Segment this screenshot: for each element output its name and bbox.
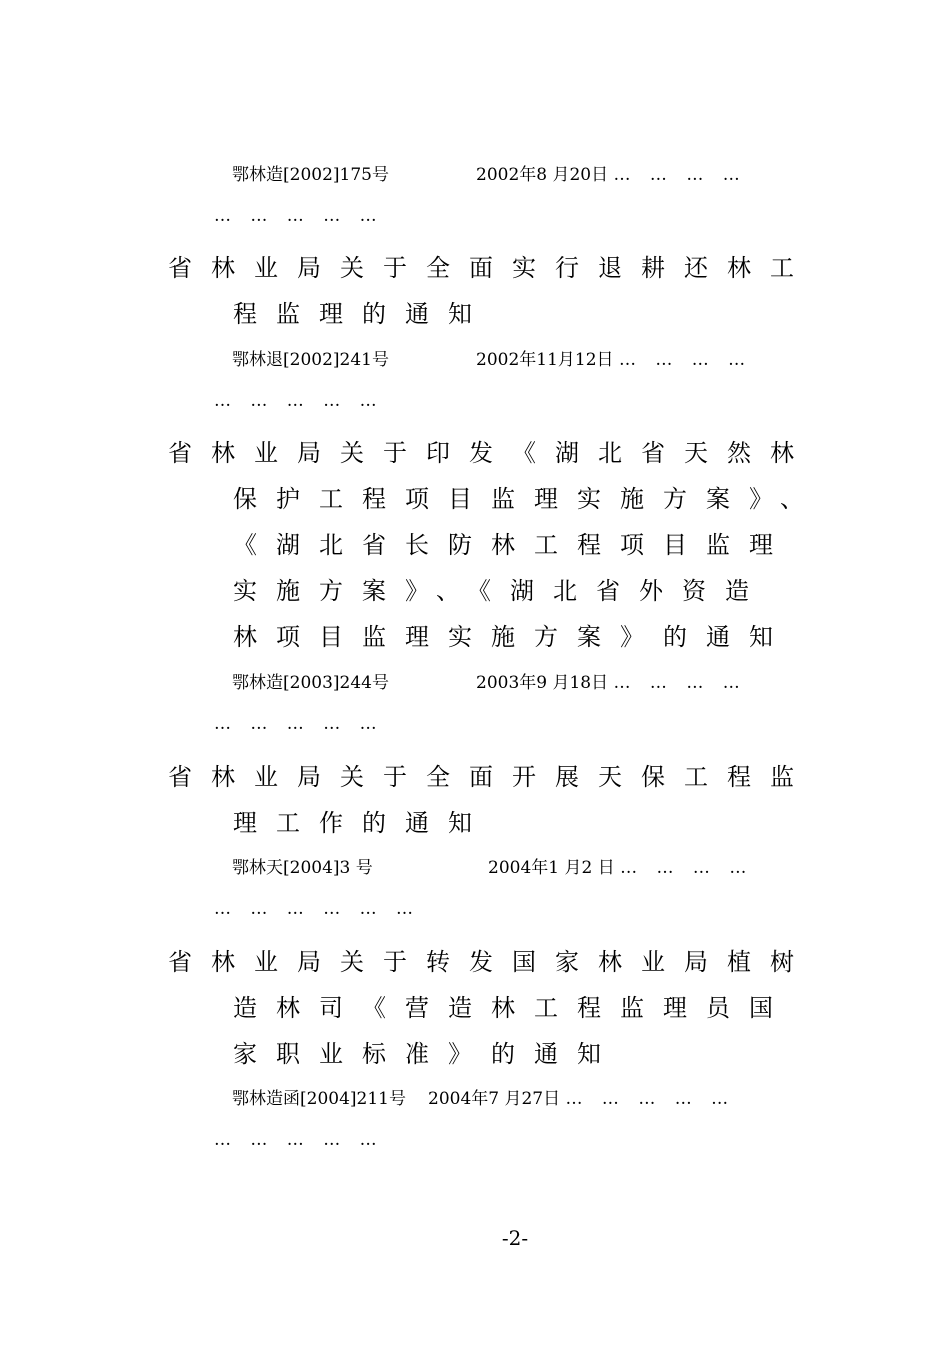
leader-dots: … … … … (618, 350, 746, 370)
date-text: 2002年8 月20日 (476, 165, 609, 185)
date-text: 2004年7 月27日 (428, 1089, 561, 1109)
entry-title-line: 家职业标准》的通知 (233, 1040, 620, 1068)
entry-title-line: 实施方案》、《湖北省外资造 (233, 577, 768, 605)
doc-number: 鄂林退[2002]241号 (232, 350, 389, 370)
entry-title-line: 省林业局关于全面开展天保工程监 (168, 763, 813, 791)
leader-dots: … … … … … (565, 1089, 729, 1109)
leader-dots: … … … … (613, 673, 740, 693)
entry-title-line: 省林业局关于全面实行退耕还林工 (168, 254, 813, 282)
doc-date (476, 345, 745, 370)
entry-title-line: 理工作的通知 (233, 809, 491, 837)
leader-dots: … … … … (620, 858, 747, 878)
page-number: -2- (501, 1226, 529, 1250)
doc-number: 鄂林造[2003]244号 (232, 673, 389, 693)
entry-title-line: 省林业局关于印发《湖北省天然林 (168, 439, 813, 467)
leader-dots-line: … … … … … (214, 391, 377, 411)
entry-title-line: 保护工程项目监理实施方案》、 (233, 485, 823, 513)
doc-date (476, 668, 740, 693)
leader-dots: … … … … (613, 165, 740, 185)
doc-date (428, 1084, 728, 1109)
doc-number: 鄂林天[2004]3 号 (232, 858, 373, 878)
leader-dots-line: … … … … … (214, 1130, 377, 1150)
entry-title-line: 省林业局关于转发国家林业局植树 (168, 948, 813, 976)
date-text: 2003年9 月18日 (476, 673, 609, 693)
leader-dots-line: … … … … … (214, 714, 377, 734)
doc-date (488, 853, 746, 878)
doc-number: 鄂林造[2002]175号 (232, 165, 389, 185)
date-text: 2002年11月12日 (476, 350, 614, 370)
doc-date (476, 160, 740, 185)
entry-title-line: 林项目监理实施方案》的通知 (233, 623, 792, 651)
date-text: 2004年1 月2 日 (488, 858, 615, 878)
leader-dots-line: … … … … … (214, 206, 377, 226)
entry-title-line: 造林司《营造林工程监理员国 (233, 994, 792, 1022)
doc-number: 鄂林造函[2004]211号 (232, 1089, 406, 1109)
leader-dots-line: … … … … … … (214, 899, 414, 919)
entry-title-line: 程监理的通知 (233, 300, 491, 328)
entry-title-line: 《湖北省长防林工程项目监理 (233, 531, 792, 559)
